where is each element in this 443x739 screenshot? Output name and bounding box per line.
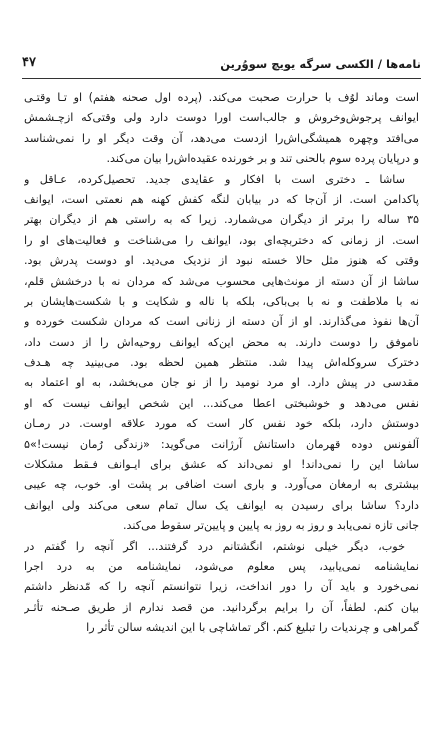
text-line: بیان کنم. لطفاً، آن را برایم برگردانید. من قصد ندارم از طریق صـحنه تأثـر <box>24 600 419 614</box>
page-number: ۴۷ <box>22 55 36 70</box>
text-line: دارد؟ ساشا برای رسیدن به ایوانف یک سال تمام سعی می‌کند ولی ایوانف <box>24 498 419 512</box>
text-line: خوب، دیگر خیلی نوشتم، انگشتانم درد گرفتند... اگر آنچه را گفتم در <box>24 539 405 553</box>
text-line: آلفونس دوده قهرمان داستانش آرژانت می‌گوید: «زندگی رُمان نیست!»۵ <box>24 437 419 451</box>
text-line: است. از زمانی که دختربچه‌ای بود، ایوانف را می‌شناخت و فعالیت‌های او را <box>24 233 419 247</box>
text-line: جانی تازه نمی‌یابد و روز به روز به پایین و پایین‌تر سقوط می‌کند. <box>122 519 419 533</box>
text-line: ایوانف پرجوش‌وخروش و جالب‌است اورا دوست دارد ولی وقتی‌که ازچـشمش <box>24 111 419 125</box>
text-line: ۳۵ ساله را برتر از دیگران می‌شمارد. زیرا که به راستی هم از دیگران بهتر <box>24 213 419 227</box>
body-text <box>24 88 419 639</box>
text-line: مقدسی در پیش دارد. او مرد نومید را از نو جان می‌بخشد، به او اعتماد به <box>24 376 419 390</box>
text-line: نفس می‌دهد و خوشبختی اعطا می‌کند... این شخص ایوانف نیست که او <box>24 396 419 410</box>
text-line: وقتی که هنوز مثل حالا خسته نبود از نزدیک می‌دید. او دوست پدرش بود. <box>24 254 419 268</box>
text-line: ناموفق را دوست دارند. به محض این‌که ایوانف روحیه‌اش را از دست داد، <box>24 335 419 349</box>
text-line: است وماند لوُف با حرارت صحبت می‌کند. (پرده اول صحنه هفتم) او تـا وقتـی <box>24 91 419 104</box>
text-line: بیشتری به ارمغان می‌آورد. و باری است اضافی بر پشت او. خوب، چه عیبی <box>24 478 419 492</box>
page-header <box>22 56 421 76</box>
text-line: دخترک سروکله‌اش پیدا شد. منتظر همین لحظه بود. می‌بینید چه هـدف <box>24 356 419 370</box>
text-line: و درپایان پرده سوم بالحنی تند و بر خورنده عقیده‌اش‌را بیان می‌کند. <box>106 152 419 166</box>
text-line: ساشا ـ دختری است با افکار و عقایدی جدید. تحصیل‌کرده، عـاقل و <box>24 172 405 186</box>
text-line: پاکدامن است. از آن‌جا که در بیابان لنگه کفش کهنه هم نعمتی است، ایوانف <box>24 192 419 206</box>
text-line: نمایشنامه نمی‌یابید، پس معلوم می‌شود، نمایشنامه من به درد اجرا <box>24 559 419 573</box>
text-line: نه با ملاطفت و نه با بی‌باکی، بلکه با ناله و شکایت و با شکست‌هایشان بر <box>24 294 419 308</box>
paragraph <box>24 88 419 170</box>
text-line: ساشا این را نمی‌داند! او نمی‌داند که عشق برای ایـوانف فـقط مشکلات <box>24 458 419 472</box>
text-line: گمراهی و چرندیات را تبلیغ کنم. اگر تماشاچی با این اندیشه سالن تأثر را <box>86 621 419 635</box>
text-line: می‌افتد وچهره همیشگی‌اش‌را ازدست می‌دهد، آن وقت دیگر او را نمی‌شناسد <box>24 131 419 145</box>
text-line: آن‌ها نفوذ می‌گذارند. او از آن دسته از زنانی است که مردان شکست خورده و <box>24 315 419 329</box>
running-title: نامه‌ها / الکسی سرگه یویچ سووُرین <box>220 57 421 71</box>
text-line: نمی‌خورد و باید آن را دور انداخت، زیرا نتوانستم آنچه را که مّدنظر داشتم <box>24 580 419 594</box>
paragraph <box>24 537 419 639</box>
paragraph <box>24 170 419 537</box>
text-line: ساشا از آن دسته از مونث‌هایی محسوب می‌شد که مردان نه با درخشش قلم، <box>24 274 419 288</box>
header-divider <box>22 78 421 79</box>
text-line: دوستش دارد، بلکه خود نفس کار است که مورد علاقه اوست. در رمـان <box>24 417 419 431</box>
